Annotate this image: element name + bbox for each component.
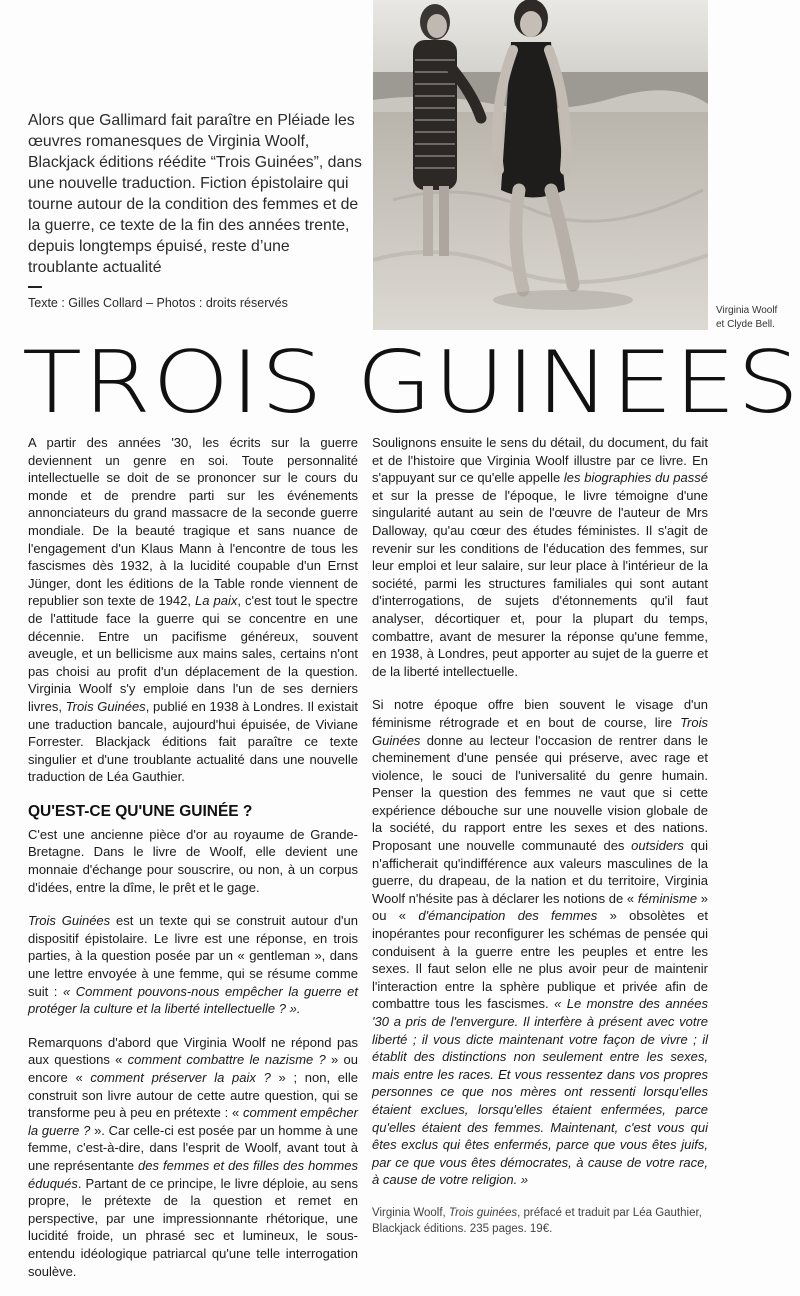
paragraph: Si notre époque offre bien souvent le visage d'un féminisme rétrograde et en bout de course, lire Trois Guinées donne au lecteur l'occasion de rentrer dans le cheminement d'une pensée qui préserve, avec rage et violence, le souci de l'universalité du genre humain. Penser la question des femmes ne vaut que si cette expérience débouche sur une nouvelle vision globale de la société, du rapport entre les sexes et des nations. Proposant une nouvelle communauté des outsiders qui n'afficherait qu'indifférence aux valeurs masculines de la guerre, du drapeau, de la nation et du territoire, Virginia Woolf n'hésite pas à déclarer les notions de « féminisme » ou « d'émancipation des femmes » obsolètes et inopérantes pour reconfigurer les schémas de pensée qui conduisent à la guerre entre les peuples et entre les sexes. Il faut selon elle ne plus avoir peur de maintenir l'interaction entre la sphère publique et privée afin de combattre tous les fascismes. « Le monstre des années '30 a pris de l'envergure. Il interfère à présent avec votre liberté ; il vous dicte maintenant votre façon de vivre ; il établit des distinctions non seulement entre les sexes, mais entre les races. Et vous ressentez dans vos propres personnes ce que nos mères ont ressenti lorsqu'elles étaient exclues, lorsqu'elles étaient enfermées, parce qu'elles étaient des femmes. Maintenant, c'est vous qui êtes exclus qui êtes enfermés, parce que vous êtes juifs, par ce que vous êtes démocrates, à cause de votre race, à cause de votre religion. » — [372, 697, 709, 1188]
photo-illustration — [373, 0, 708, 330]
article-column-right — [372, 434, 708, 1253]
article-column-left — [28, 434, 358, 1296]
caption-line-1: Virginia Woolf — [716, 305, 778, 316]
paragraph: C'est une ancienne pièce d'or au royaume de Grande-Bretagne. Dans le livre de Woolf, elle devient une monnaie d'échange pour souscrire, ou non, à un corpus d'idées, entre la dîme, le prêt et le gage. — [28, 826, 358, 895]
article-title: TROIS GUINEES — [22, 333, 800, 433]
paragraph: Remarquons d'abord que Virginia Woolf ne répond pas aux questions « comment combattre le nazisme ? » ou encore « comment préserver la paix ? » ; non, elle construit son livre autour de cette autre question, qui se transforme peu à peu en prétexte : « comment empêcher la guerre ? ». Car celle-ci est posée par un homme à une femme, c'est-à-dire, dans l'esprit de Woolf, avant tout à une représentante des femmes et des filles des hommes éduqués. Partant de ce principe, le livre déploie, au sens propre, le prétexte de la question et remet en perspective, par une impressionnante rhétorique, une lucidité froide, un phrasé sec et lumineux, le sous-entendu idéologique patriarcal qu'une telle interrogation soulève. — [28, 1034, 359, 1279]
paragraph: Trois Guinées est un texte qui se construit autour d'un dispositif épistolaire. Le livre est une réponse, en trois parties, à la question posée par un « gentleman », dans une lettre envoyée à une femme, qui se résume comme suit : « Comment pouvons-nous empêcher la guerre et protéger la culture et la liberté intellectuelle ? ». — [28, 913, 358, 1017]
photo-caption — [716, 304, 798, 332]
caption-line-2: et Clyde Bell. — [716, 319, 775, 330]
credit-line: Texte : Gilles Collard – Photos : droits réservés — [28, 296, 288, 310]
paragraph: Soulignons ensuite le sens du détail, du document, du fait et de l'histoire que Virginia Woolf illustre par ce livre. En s'appuyant sur ce qu'elle appelle les biographies du passé et sur la presse de l'époque, le livre témoigne d'une singularité autant au sein de l'œuvre de l'auteur de Mrs Dalloway, qu'au cœur des études féministes. Il s'agit de revenir sur les conditions de l'éducation des femmes, sur leur emploi et leur salaire, sur leur place à l'intérieur de la société, parmi les structures familiales qui sont autant d'interrogations, de sujets d'étonnements qu'il faut analyser, décortiquer et, pour la plupart du temps, combattre, avant de mesurer la réponse qu'une femme, en 1938, à Londres, peut apporter au sujet de la guerre et de la liberté intellectuelle. — [372, 435, 708, 679]
beach-photo — [373, 0, 708, 330]
section-heading: QU'EST-CE QU'UNE GUINÉE ? — [28, 802, 253, 820]
intro-text: Alors que Gallimard fait paraître en Pléiade les œuvres romanesques de Virginia Woolf, Blackjack éditions réédite “Trois Guinées”, dans une nouvelle traduction. Fiction épistolaire qui tourne autour de la condition des femmes et de la guerre, ce texte de la fin des années trente, depuis longtemps épuisé, reste d’une troublante actualité — [28, 112, 362, 276]
intro-divider — [28, 286, 42, 288]
book-reference: Virginia Woolf, Trois guinées, préfacé et traduit par Léa Gauthier, Blackjack éditions. 235 pages. 19€. — [372, 1206, 702, 1235]
paragraph: A partir des années '30, les écrits sur la guerre deviennent un genre en soi. Toute personnalité intellectuelle se doit de se prononcer sur le cours du monde et de prendre parti sur les événements annonciateurs du grand massacre de la seconde guerre mondiale. De la beauté tragique et sans nuance de l'engagement d'un Klaus Mann à l'encontre de tous les fascismes dès 1932, à la lucidité coupable d'un Ernst Jünger, dont les éditions de la Table ronde viennent de republier son texte de 1942, La paix, c'est tout le spectre de l'attitude face la guerre qui se concentre en une décennie. Entre un pacifisme généreux, souvent aveugle, et un bellicisme aux mains sales, certains n'ont pas choisi au profit d'un déplacement de la question. Virginia Woolf s'y emploie dans l'un de ses derniers livres, Trois Guinées, publié en 1938 à Londres. Il existait une traduction bancale, aujourd'hui épuisée, de Viviane Forrester. Blackjack éditions fait paraître ce texte singulier et d'une troublante actualité dans une nouvelle traduction de Léa Gauthier. — [28, 435, 358, 785]
